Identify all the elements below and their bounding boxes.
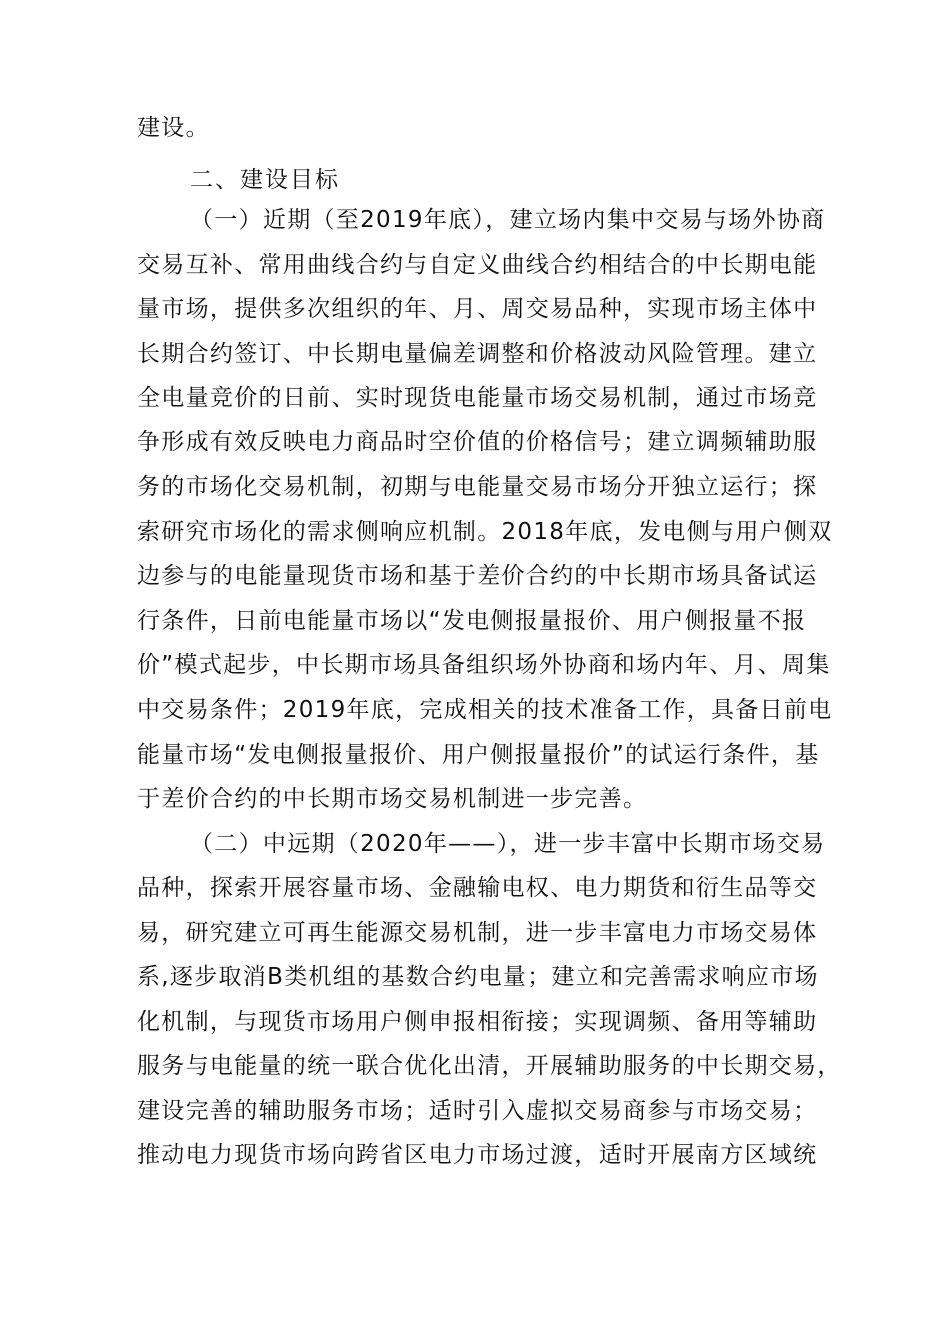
text-line: 索研究市场化的需求侧响应机制。2018年底，发电侧与用户侧双 [137,519,833,545]
text-line: 行条件，日前电能量市场以“发电侧报量报价、用户侧报量不报 [137,608,807,634]
paragraph-first-line: （一）近期（至2019年底），建立场内集中交易与场外协商 [190,207,826,233]
text-line: 交易互补、常用曲线合约与自定义曲线合约相结合的中长期电能 [137,252,818,278]
text-line: 量市场，提供多次组织的年、月、周交易品种，实现市场主体中 [137,296,818,322]
text-line: 服务与电能量的统一联合优化出清，开展辅助服务的中长期交易， [137,1053,842,1079]
text-line: 能量市场“发电侧报量报价、用户侧报量报价”的试运行条件，基 [137,742,820,768]
paragraph-first-line: （二）中远期（2020年——），进一步丰富中长期市场交易 [190,831,826,857]
text-line: 易，研究建立可再生能源交易机制，进一步丰富电力市场交易体 [137,920,818,946]
text-line: 建设。 [137,115,210,141]
text-line: 全电量竞价的日前、实时现货电能量市场交易机制，通过市场竞 [137,385,818,411]
text-line: 价”模式起步，中长期市场具备组织场外协商和场内年、月、周集 [137,652,831,678]
text-line: 务的市场化交易机制，初期与电能量交易市场分开独立运行；探 [137,474,818,500]
text-line: 建设完善的辅助服务市场；适时引入虚拟交易商参与市场交易； [137,1098,818,1124]
section-heading: 二、建设目标 [190,167,340,193]
text-line: 长期合约签订、中长期电量偏差调整和价格波动风险管理。建立 [137,341,818,367]
text-line: 中交易条件；2019年底，完成相关的技术准备工作，具备日前电 [137,697,833,723]
text-line: 化机制，与现货市场用户侧申报相衔接；实现调频、备用等辅助 [137,1009,818,1035]
text-line: 争形成有效反映电力商品时空价值的价格信号；建立调频辅助服 [137,429,818,455]
text-line: 推动电力现货市场向跨省区电力市场过渡，适时开展南方区域统 [137,1142,818,1168]
text-line: 品种，探索开展容量市场、金融输电权、电力期货和衍生品等交 [137,875,818,901]
text-line: 边参与的电能量现货市场和基于差价合约的中长期市场具备试运 [137,563,818,589]
text-line: 于差价合约的中长期市场交易机制进一步完善。 [137,786,648,812]
text-line: 系,逐步取消B类机组的基数合约电量；建立和完善需求响应市场 [137,964,819,990]
